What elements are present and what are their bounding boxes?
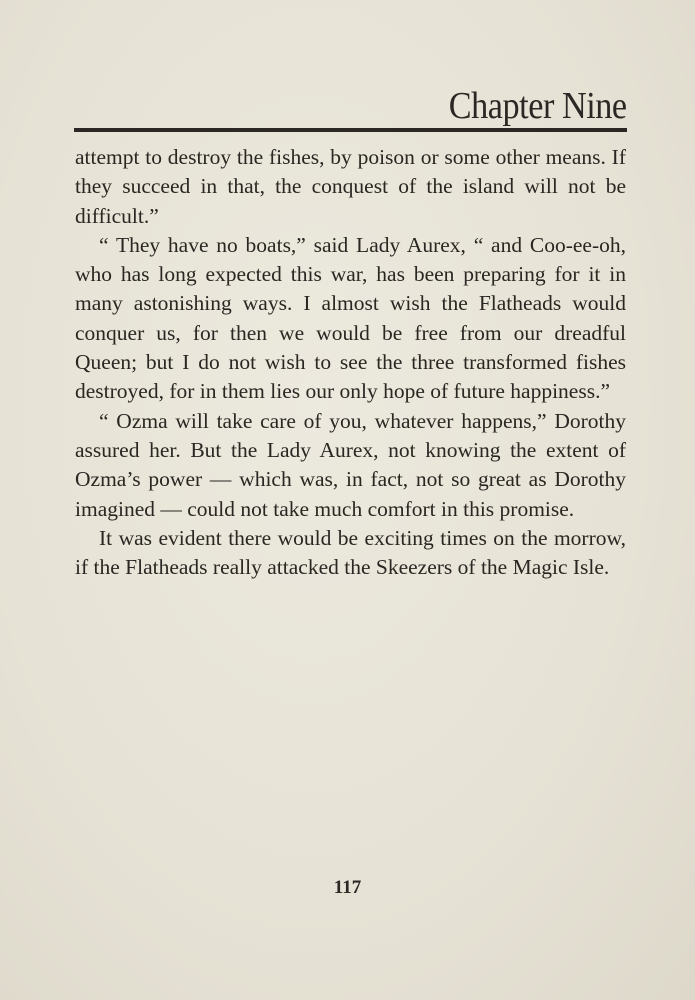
paragraph-1: attempt to destroy the fishes, by poison or some other means. If they succeed in that, the conquest of the island will not be difficult.” (75, 145, 626, 228)
page-number: 117 (333, 877, 362, 898)
body-text (75, 143, 626, 582)
paragraph-3: “ Ozma will take care of you, whatever happens,” Dorothy assured her. But the Lady Aurex, not knowing the extent of Ozma’s power — which was, in fact, not so great as Dorothy imagined — could not take much comfort in this promise. (75, 408, 626, 521)
header-rule (74, 128, 627, 132)
chapter-title: Chapter Nine (449, 85, 627, 127)
paragraph-4: It was evident there would be exciting times on the morrow, if the Flatheads really attacked the Skeezers of the Magic Isle. (75, 525, 626, 580)
paragraph-2: “ They have no boats,” said Lady Aurex, “ and Coo-ee-oh, who has long expected this war, has been preparing for it in many astonishing ways. I almost wish the Flatheads would conquer us, for then we would be free from our dreadful Queen; but I do not wish to see the three transformed fishes destroyed, for in them lies our only hope of future happiness.” (75, 232, 626, 404)
